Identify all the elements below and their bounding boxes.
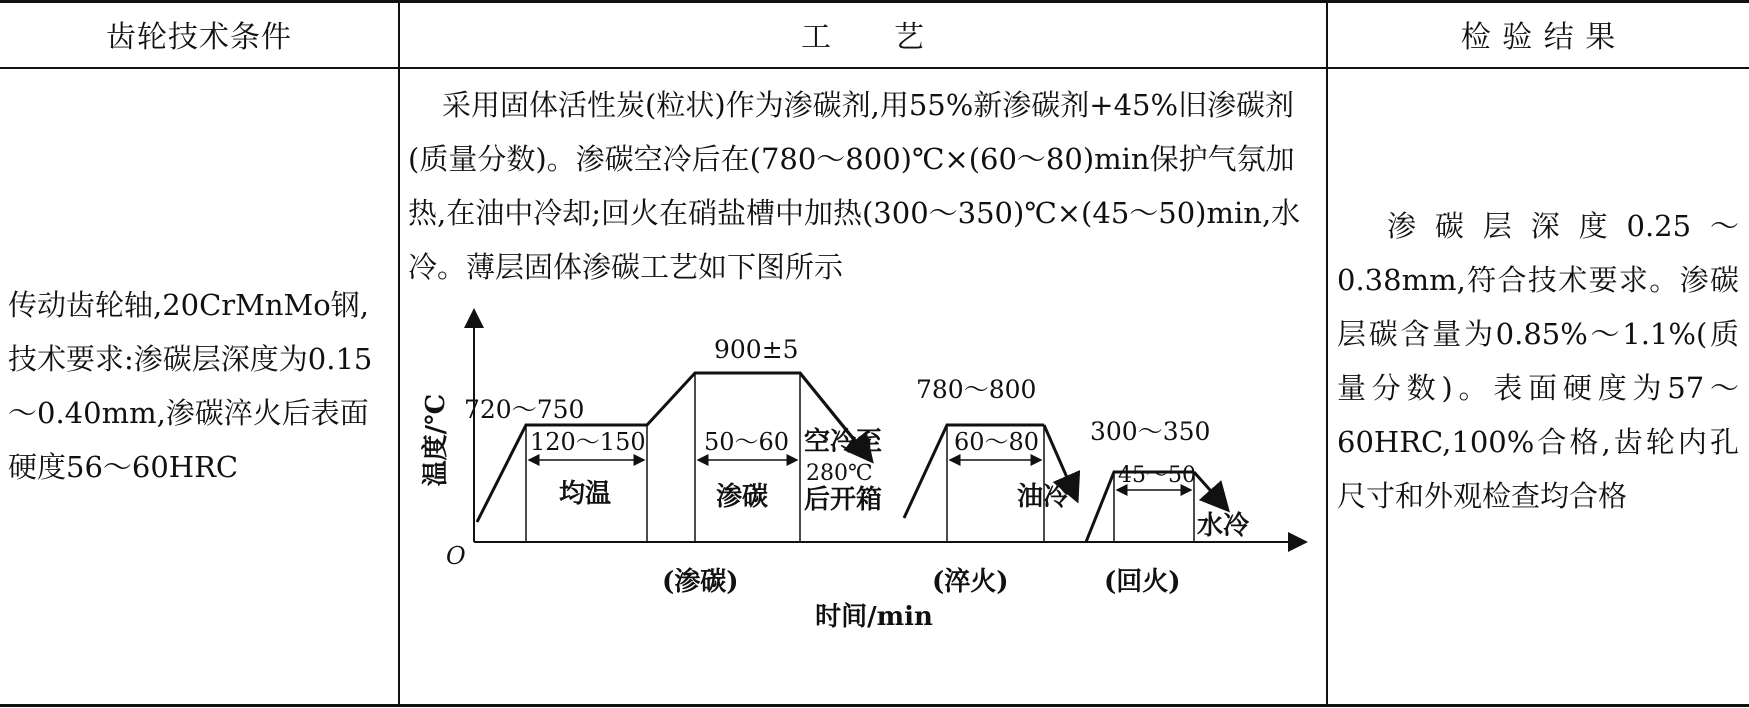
- column-divider-1: [398, 0, 400, 707]
- group-quench: (淬火): [932, 567, 1009, 597]
- group-carburizing: (渗碳): [662, 567, 739, 597]
- header-result: 检 验 结 果: [1460, 20, 1617, 55]
- stage3-temp: 780～800: [916, 375, 1037, 404]
- inspection-result-text: 渗碳层深度0.25～0.38mm,符合技术要求。渗碳层碳含量为0.85%～1.1%(质量分数)。表面硬度为57～60HRC,100%合格,齿轮内孔尺寸和外观检查均合格: [1337, 209, 1739, 513]
- cooling1-line2: 280℃: [806, 461, 873, 486]
- header-conditions: 齿轮技术条件: [106, 20, 292, 55]
- stage2-label: 渗碳: [716, 482, 769, 512]
- stage4-time: 45～50: [1118, 463, 1196, 488]
- origin-label: O: [446, 542, 466, 570]
- stage2-temp: 900±5: [714, 335, 799, 364]
- table-bottom-rule: [0, 704, 1749, 707]
- process-text: 采用固体活性炭(粒状)作为渗碳剂,用55%新渗碳剂+45%旧渗碳剂(质量分数)。渗碳空冷后在(780～800)℃×(60～80)min保护气氛加热,在油中冷却;回火在硝盐槽中加热(300～350)℃×(45～50)min,水冷。薄层固体渗碳工艺如下图所示: [408, 88, 1301, 284]
- x-axis-label: 时间/min: [815, 602, 933, 632]
- column-divider-2: [1326, 0, 1328, 707]
- gear-conditions-text: 传动齿轮轴,20CrMnMo钢,技术要求:渗碳层深度为0.15～0.40mm,渗碳淬火后表面硬度56～60HRC: [8, 288, 373, 484]
- cooling3-label: 水冷: [1197, 511, 1250, 541]
- y-axis-label: 温度/℃: [421, 393, 451, 487]
- temper-cool-arrow: [1194, 472, 1226, 508]
- carburizing-process-diagram: [414, 300, 1314, 640]
- stage1-time: 120～150: [530, 428, 646, 456]
- cooling1-line1: 空冷至: [804, 427, 883, 457]
- stage2-time: 50～60: [704, 428, 790, 456]
- stage3-time: 60～80: [954, 428, 1040, 456]
- stage4-temp: 300～350: [1090, 417, 1211, 446]
- group-temper: (回火): [1104, 567, 1181, 597]
- cooling1-line3: 后开箱: [804, 485, 883, 515]
- stage1-temp: 720～750: [464, 395, 585, 424]
- cooling2-label: 油冷: [1017, 482, 1070, 512]
- stage1-label: 均温: [559, 479, 612, 509]
- header-process: 工 艺: [801, 20, 925, 55]
